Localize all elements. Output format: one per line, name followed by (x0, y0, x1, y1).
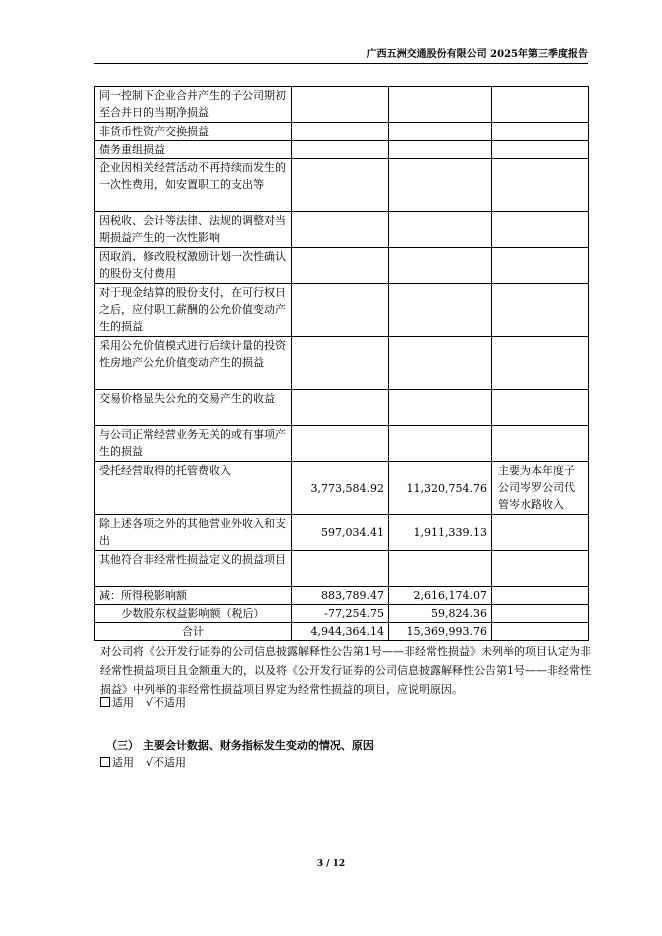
note (492, 551, 589, 587)
current-value (292, 141, 389, 159)
table-row (95, 390, 589, 426)
current-value (292, 87, 389, 123)
ytd-value (389, 123, 492, 141)
applicability-options-2 (100, 755, 186, 771)
note (492, 212, 589, 248)
note (492, 141, 589, 159)
checkbox-icon[interactable] (100, 757, 110, 767)
current-value (292, 284, 389, 337)
table-row (95, 462, 589, 515)
table-row (95, 123, 589, 141)
row-label: 交易价格显失公允的交易产生的收益 (95, 390, 292, 426)
ytd-value: 11,320,754.76 (389, 462, 492, 515)
note (492, 515, 589, 551)
explanation-paragraph: 对公司将《公开发行证券的公司信息披露解释性公告第1号——非经常性损益》未列举的项目认定为非经常性损益项目且金额重大的，以及将《公开发行证券的公司信息披露解释性公告第1号——非经常性损益》中列举的非经常性损益项目界定为经常性损益的项目，应说明原因。 (100, 645, 591, 696)
note (492, 337, 589, 390)
current-value: 883,789.47 (292, 587, 389, 605)
current-value: 3,773,584.92 (292, 462, 389, 515)
row-label: 其他符合非经常性损益定义的损益项目 (95, 551, 292, 587)
ytd-value (389, 284, 492, 337)
ytd-value (389, 390, 492, 426)
page-number: 3 / 12 (316, 859, 346, 869)
ytd-value: 2,616,174.07 (389, 587, 492, 605)
section-heading: （三） 主要会计数据、财务指标发生变动的情况、原因 (106, 739, 374, 752)
row-label: 除上述各项之外的其他营业外收入和支出 (95, 515, 292, 551)
ytd-value (389, 141, 492, 159)
applicable-label: 适用 (112, 756, 134, 769)
current-value (292, 248, 389, 284)
ytd-value (389, 159, 492, 212)
ytd-value: 59,824.36 (389, 605, 492, 623)
row-label: 对于现金结算的股份支付，在可行权日之后，应付职工薪酬的公允价值变动产生的损益 (95, 284, 292, 337)
row-label: 少数股东权益影响额（税后） (95, 605, 292, 623)
row-label: 与公司正常经营业务无关的或有事项产生的损益 (95, 426, 292, 462)
applicability-options-1 (100, 695, 186, 711)
not-applicable-label: √不适用 (146, 696, 187, 709)
current-value (292, 390, 389, 426)
current-value (292, 159, 389, 212)
note (492, 426, 589, 462)
current-value (292, 123, 389, 141)
applicable-label: 适用 (112, 696, 134, 709)
note: 主要为本年度子公司岑罗公司代管岑水路收入 (492, 462, 589, 515)
table-row (95, 159, 589, 212)
ytd-value (389, 87, 492, 123)
ytd-value: 15,369,993.76 (389, 623, 492, 641)
table-row (95, 141, 589, 159)
current-value (292, 337, 389, 390)
row-label: 采用公允价值模式进行后续计量的投资性房地产公允价值变动产生的损益 (95, 337, 292, 390)
row-label: 因取消、修改股权激励计划一次性确认的股份支付费用 (95, 248, 292, 284)
table-row (95, 551, 589, 587)
checkbox-icon[interactable] (100, 697, 110, 707)
note (492, 587, 589, 605)
table-row (95, 623, 589, 641)
ytd-value (389, 248, 492, 284)
current-value (292, 426, 389, 462)
row-label: 受托经营取得的托管费收入 (95, 462, 292, 515)
ytd-value (389, 212, 492, 248)
table-row (95, 87, 589, 123)
ytd-value: 1,911,339.13 (389, 515, 492, 551)
table-row (95, 587, 589, 605)
row-label: 合计 (95, 623, 292, 641)
note (492, 284, 589, 337)
current-value: -77,254.75 (292, 605, 389, 623)
row-label: 减：所得税影响额 (95, 587, 292, 605)
ytd-value (389, 337, 492, 390)
note (492, 159, 589, 212)
row-label: 同一控制下企业合并产生的子公司期初至合并日的当期净损益 (95, 87, 292, 123)
table-row (95, 515, 589, 551)
row-label: 债务重组损益 (95, 141, 292, 159)
current-value (292, 551, 389, 587)
note (492, 605, 589, 623)
note (492, 390, 589, 426)
current-value: 4,944,364.14 (292, 623, 389, 641)
page-header: 广西五洲交通股份有限公司 2025年第三季度报告 (94, 45, 588, 64)
table-row (95, 605, 589, 623)
note (492, 623, 589, 641)
note (492, 123, 589, 141)
row-label: 非货币性资产交换损益 (95, 123, 292, 141)
table-row (95, 212, 589, 248)
table-row (95, 426, 589, 462)
row-label: 企业因相关经营活动不再持续而发生的一次性费用，如安置职工的支出等 (95, 159, 292, 212)
table-row (95, 284, 589, 337)
table-row (95, 248, 589, 284)
row-label: 因税收、会计等法律、法规的调整对当期损益产生的一次性影响 (95, 212, 292, 248)
current-value (292, 212, 389, 248)
current-value: 597,034.41 (292, 515, 389, 551)
table-row (95, 337, 589, 390)
not-applicable-label: √不适用 (146, 756, 187, 769)
ytd-value (389, 551, 492, 587)
non-recurring-gains-table (94, 86, 589, 641)
ytd-value (389, 426, 492, 462)
note (492, 87, 589, 123)
note (492, 248, 589, 284)
